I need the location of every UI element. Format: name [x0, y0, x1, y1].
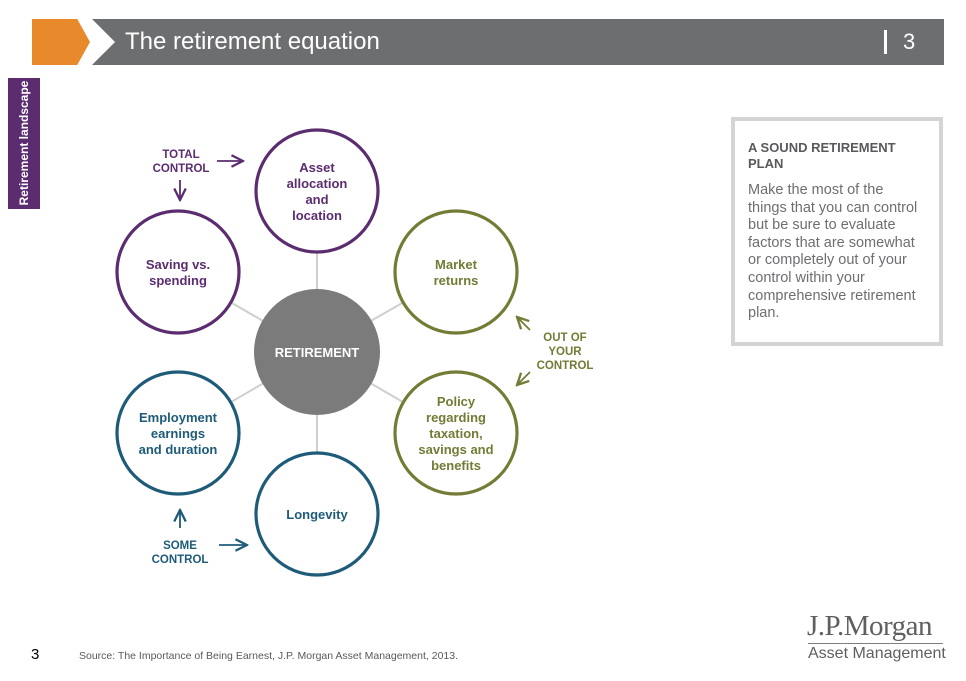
node-label-line: Policy [436, 394, 476, 409]
logo-divider [808, 643, 943, 644]
diagram-node [256, 453, 378, 575]
node-label-line: Longevity [286, 507, 348, 522]
node-label [434, 257, 479, 288]
node-label-line: earnings [150, 426, 206, 441]
info-callout [731, 117, 943, 346]
node-label-line: Saving vs. [145, 257, 211, 272]
control-group-label-line: YOUR [548, 346, 582, 358]
node-label-line: taxation, [429, 426, 483, 441]
header-page-number: 3 [903, 29, 916, 54]
node-label-line: spending [149, 273, 207, 288]
source-note: Source: The Importance of Being Earnest, J.P. Morgan Asset Management, 2013. [79, 650, 458, 662]
footer-page-number: 3 [31, 646, 40, 663]
node-label-line: regarding [426, 410, 486, 425]
diagram-node [117, 372, 239, 494]
node-label-line: savings and [418, 442, 494, 457]
control-group-label [537, 332, 594, 372]
node-label-line: Asset [299, 160, 335, 175]
arrow-icon [517, 317, 530, 330]
logo-subtitle: Asset Management [808, 645, 946, 662]
page-title: The retirement equation [125, 28, 380, 55]
diagram-node [395, 211, 517, 333]
control-group-label-line: OUT OF [543, 332, 587, 344]
diagram-node [395, 372, 517, 494]
control-group-label-line: CONTROL [151, 554, 209, 566]
control-group-label-line: CONTROL [536, 360, 594, 372]
node-label-line: location [292, 208, 342, 223]
control-group-label [153, 149, 210, 175]
node-label-line: returns [433, 273, 479, 288]
section-tab-label: Retirement landscape [17, 80, 31, 206]
node-label-line: and duration [138, 442, 218, 457]
node-label-line: allocation [286, 176, 348, 191]
diagram-node [117, 211, 239, 333]
node-label-line: and [305, 192, 329, 207]
diagram-node [256, 130, 378, 252]
node-label-line: Market [435, 257, 477, 272]
center-label: RETIREMENT [274, 345, 360, 360]
node-label [286, 507, 348, 522]
node-circle [117, 211, 239, 333]
node-circle [395, 211, 517, 333]
jpmorgan-logo: J.P.Morgan [807, 610, 932, 642]
node-circle [256, 130, 378, 252]
info-heading: A SOUND RETIREMENT PLAN [748, 140, 896, 171]
control-group-label-line: SOME [163, 540, 197, 552]
control-group-label [152, 540, 209, 566]
node-label-line: benefits [431, 458, 481, 473]
node-label [146, 257, 210, 288]
node-label-line: Employment [138, 410, 218, 425]
control-group-label-line: CONTROL [152, 163, 210, 175]
control-group-label-line: TOTAL [162, 149, 200, 161]
info-body: Make the most of the things that you can control but be sure to evaluate factors that are somewhat or completely out of your control within your comprehensive retirement plan. [748, 182, 918, 322]
arrow-icon [517, 372, 530, 385]
